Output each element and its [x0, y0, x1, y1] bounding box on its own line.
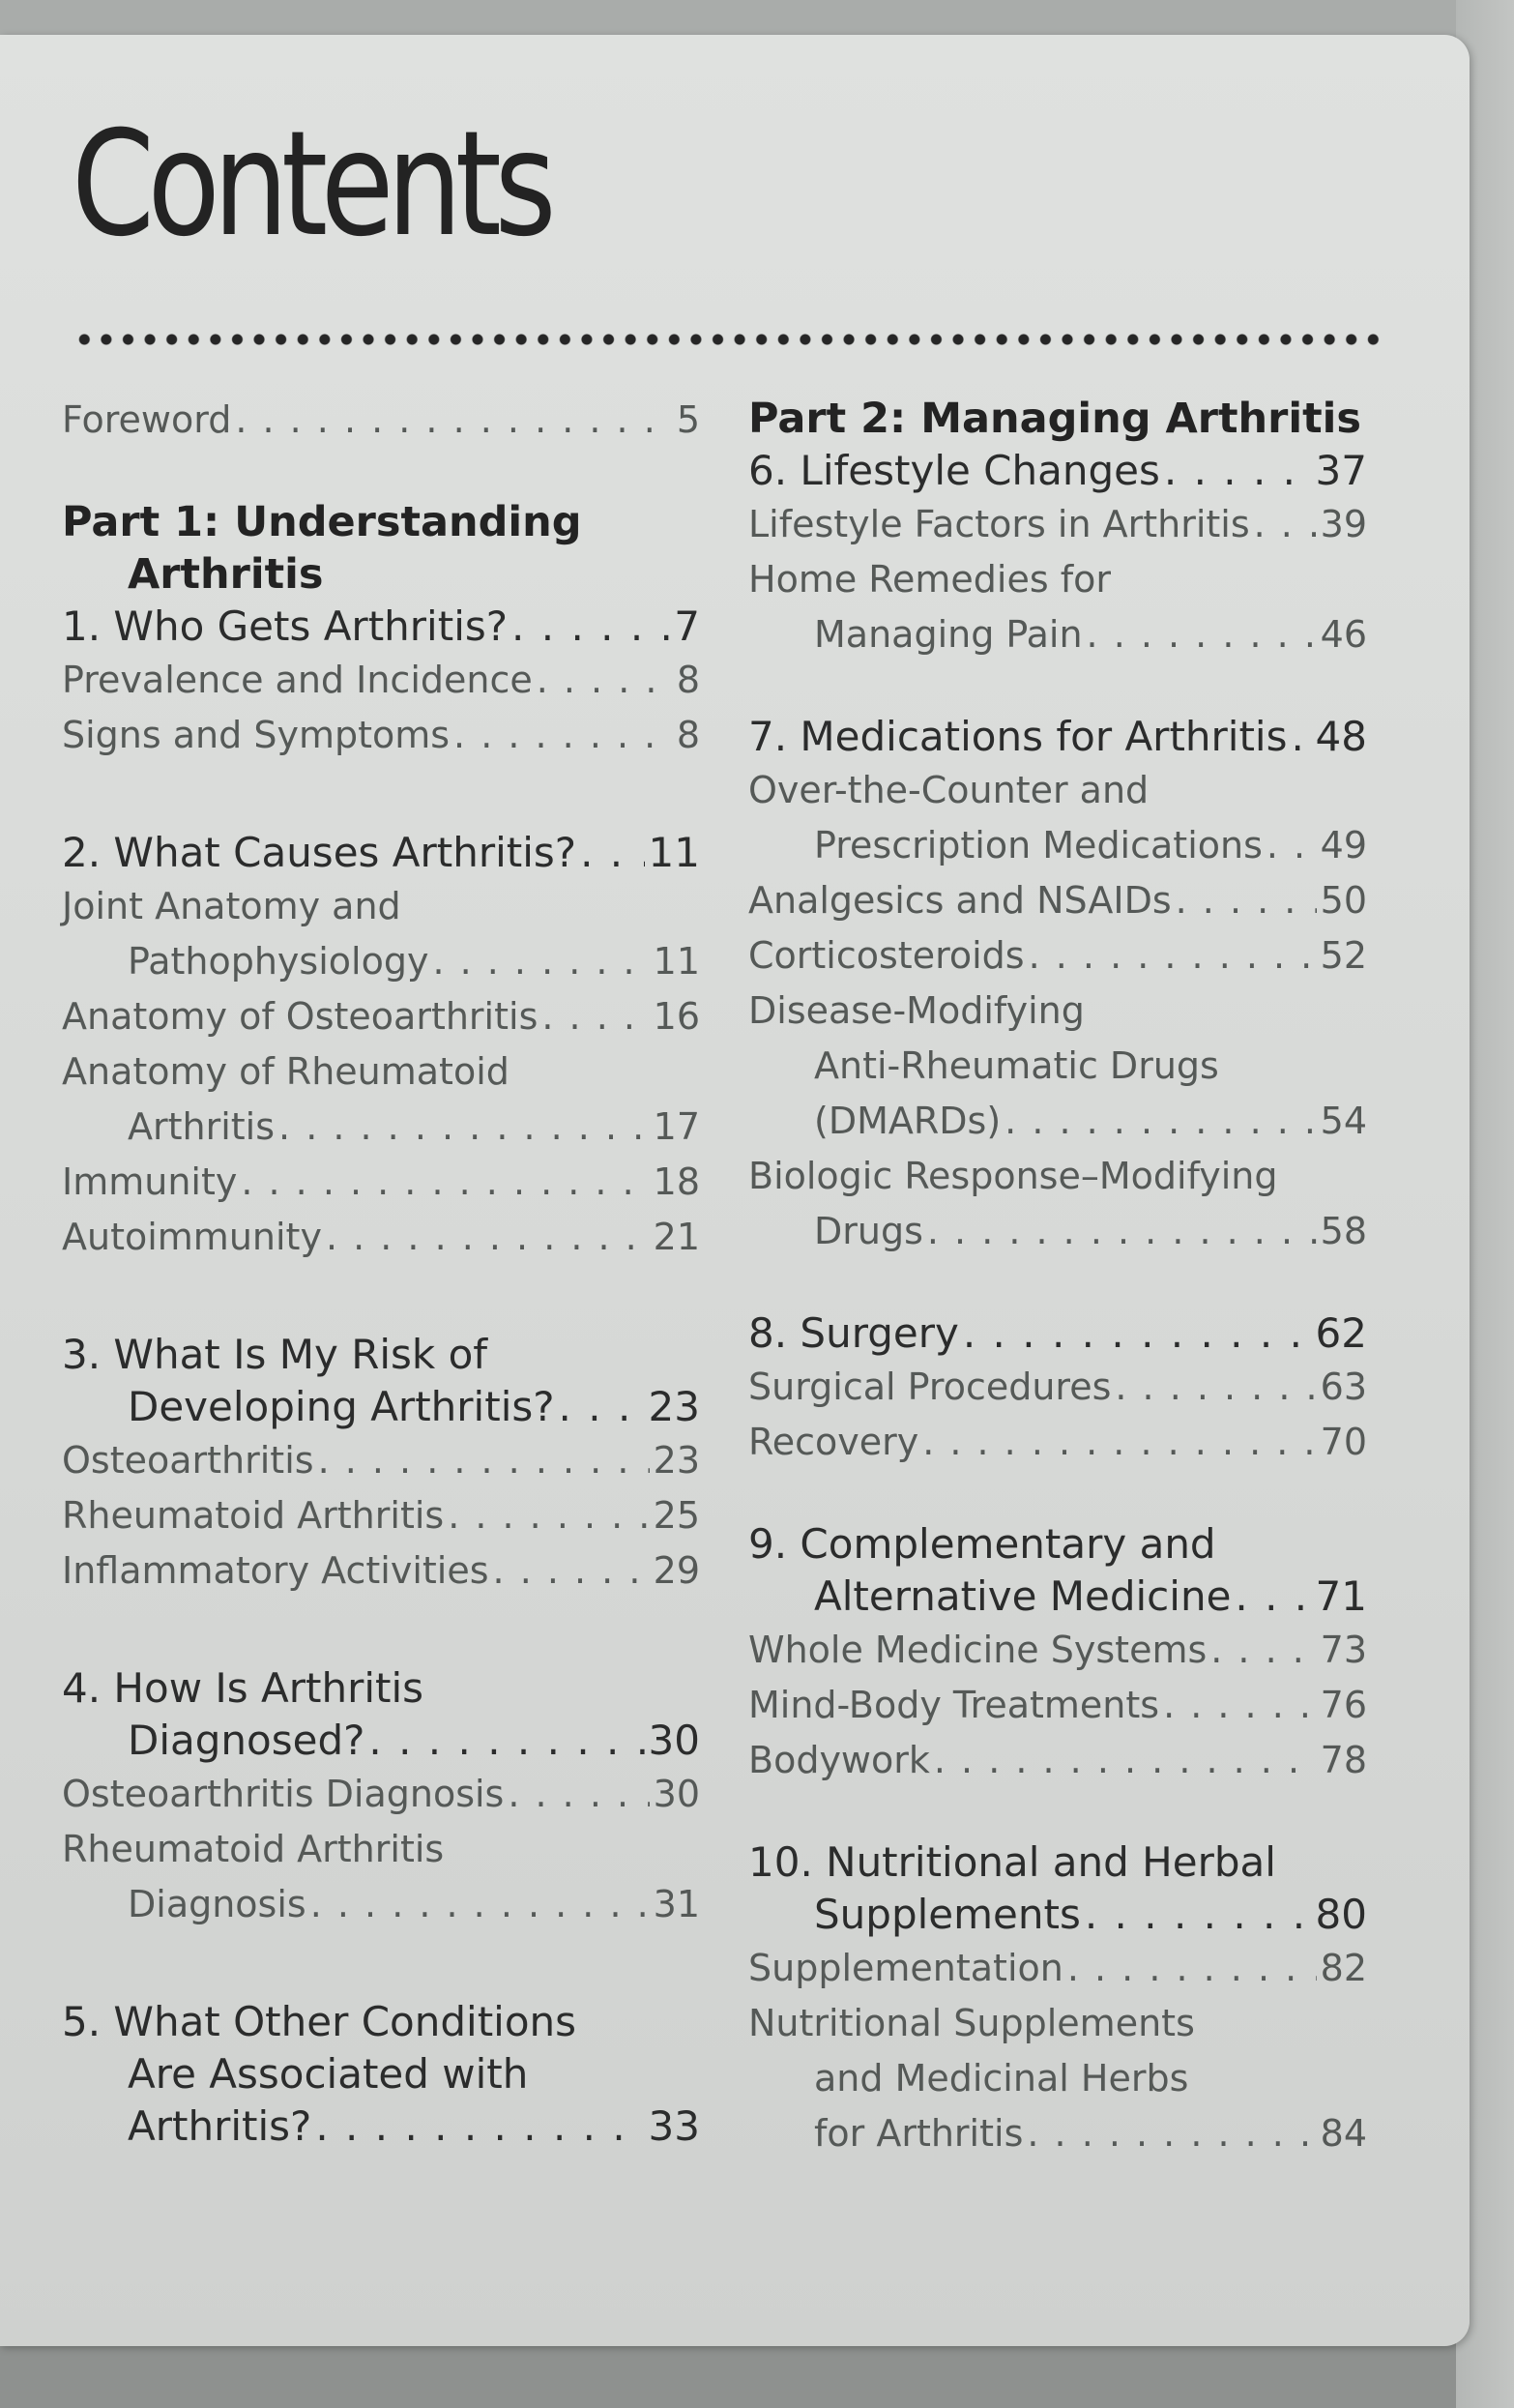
toc-entry-foreword: Foreword . . . 5	[62, 393, 700, 448]
chapter-heading: 10. Nutritional and Herbal Supplements . . . 80	[748, 1836, 1367, 1941]
book-page	[0, 35, 1470, 2346]
chapter-heading: 4. How Is Arthritis Diagnosed? . . . 30	[62, 1662, 700, 1767]
toc-subentry: Home Remedies for Managing Pain . . . 46	[748, 552, 1367, 662]
toc-subentry: Whole Medicine Systems . . . 73	[748, 1623, 1367, 1678]
toc-subentry: Joint Anatomy and Pathophysiology . . . 11	[62, 879, 700, 989]
chapter-heading: 1. Who Gets Arthritis? . . . 7	[62, 601, 700, 653]
toc-subentry: Over-the-Counter and Prescription Medications . . . 49	[748, 763, 1367, 873]
toc-subentry: Autoimmunity . . . 21	[62, 1210, 700, 1265]
toc-subentry: Analgesics and NSAIDs . . . 50	[748, 873, 1367, 928]
toc-subentry: Biologic Response–Modifying Drugs . . . 58	[748, 1149, 1367, 1259]
toc-subentry: Lifestyle Factors in Arthritis . . . 39	[748, 497, 1367, 552]
part-heading-2: Part 2: Managing Arthritis	[748, 395, 1361, 443]
toc-subentry: Osteoarthritis . . . 23	[62, 1433, 700, 1488]
dot-leader	[235, 393, 672, 448]
toc-subentry: Disease-Modifying Anti-Rheumatic Drugs (DMARDs) . . . 54	[748, 984, 1367, 1149]
toc-subentry: Mind-Body Treatments . . . 76	[748, 1678, 1367, 1733]
toc-column-right	[748, 393, 1367, 2161]
toc-subentry: Inflammatory Activities . . . 29	[62, 1543, 700, 1599]
toc-subentry: Rheumatoid Arthritis . . . 25	[62, 1488, 700, 1543]
toc-subentry: Signs and Symptoms . . . 8	[62, 708, 700, 763]
page-title: Contents	[72, 101, 550, 269]
toc-subentry: Anatomy of Osteoarthritis . . . 16	[62, 989, 700, 1044]
toc-subentry: Corticosteroids . . . 52	[748, 928, 1367, 984]
dotted-rule	[73, 333, 1384, 346]
toc-subentry: Immunity . . . 18	[62, 1155, 700, 1210]
background-top	[0, 0, 1514, 39]
toc-subentry: Supplementation . . . 82	[748, 1941, 1367, 1996]
toc-subentry: Surgical Procedures . . . 63	[748, 1360, 1367, 1415]
toc-subentry: Rheumatoid Arthritis Diagnosis . . . 31	[62, 1822, 700, 1932]
chapter-heading: 6. Lifestyle Changes . . . 37	[748, 445, 1367, 497]
part-heading-1: Part 1: Understanding Arthritis	[62, 498, 582, 599]
toc-subentry: Nutritional Supplements and Medicinal Herbs for Arthritis . . . 84	[748, 1996, 1367, 2161]
chapter-heading: 3. What Is My Risk of Developing Arthritis? . . . 23	[62, 1329, 700, 1433]
toc-subentry: Anatomy of Rheumatoid Arthritis . . . 17	[62, 1044, 700, 1155]
chapter-heading: 7. Medications for Arthritis . . . 48	[748, 711, 1367, 763]
toc-subentry: Bodywork . . . 78	[748, 1733, 1367, 1788]
toc-subentry: Recovery . . . 70	[748, 1415, 1367, 1470]
chapter-heading: 2. What Causes Arthritis? . . . 11	[62, 827, 700, 879]
toc-subentry: Prevalence and Incidence . . . 8	[62, 653, 700, 708]
chapter-heading: 5. What Other Conditions Are Associated with Arthritis? . . . 33	[62, 1996, 700, 2153]
chapter-heading: 8. Surgery . . . 62	[748, 1307, 1367, 1360]
toc-subentry: Osteoarthritis Diagnosis . . . 30	[62, 1767, 700, 1822]
chapter-heading: 9. Complementary and Alternative Medicine . . . 71	[748, 1518, 1367, 1623]
toc-column-left	[62, 393, 700, 2153]
